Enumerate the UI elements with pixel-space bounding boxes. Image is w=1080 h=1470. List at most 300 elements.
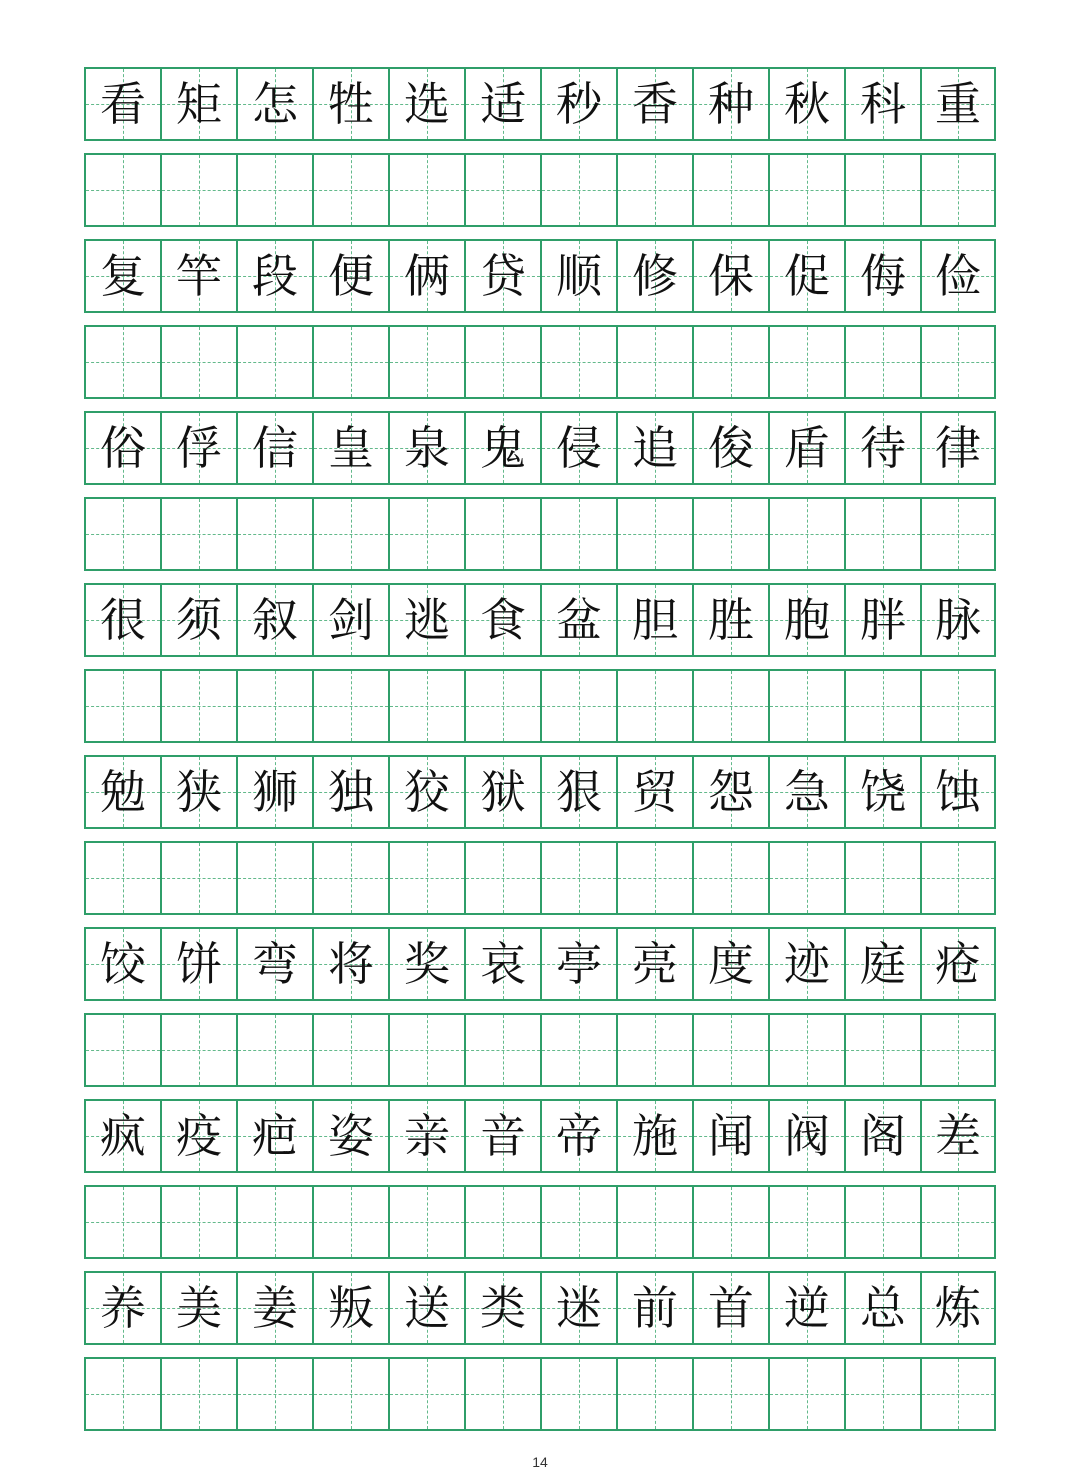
blank-grid-cell[interactable] <box>692 497 768 571</box>
blank-grid-cell[interactable] <box>84 1357 160 1431</box>
blank-grid-cell[interactable] <box>540 497 616 571</box>
grid-cell <box>312 755 388 829</box>
blank-grid-cell[interactable] <box>844 325 920 399</box>
model-character: 牲 <box>328 77 374 131</box>
model-character: 食 <box>480 593 526 647</box>
model-character: 侵 <box>556 421 602 475</box>
blank-grid-cell[interactable] <box>464 325 540 399</box>
blank-grid-cell[interactable] <box>692 841 768 915</box>
model-character: 阁 <box>860 1109 906 1163</box>
blank-grid-cell[interactable] <box>312 497 388 571</box>
grid-cell <box>616 239 692 313</box>
model-character: 脉 <box>935 593 981 647</box>
blank-grid-cell[interactable] <box>160 669 236 743</box>
grid-cell <box>312 1271 388 1345</box>
blank-practice-row <box>84 841 996 915</box>
grid-cell <box>920 1271 996 1345</box>
model-character: 饶 <box>860 765 906 819</box>
grid-cell <box>920 239 996 313</box>
grid-cell <box>388 67 464 141</box>
model-character: 蚀 <box>935 765 981 819</box>
grid-cell <box>236 239 312 313</box>
model-character: 饼 <box>176 937 222 991</box>
model-character: 疤 <box>252 1109 298 1163</box>
model-character: 闻 <box>708 1109 754 1163</box>
blank-grid-cell[interactable] <box>84 1013 160 1087</box>
blank-grid-cell[interactable] <box>920 325 996 399</box>
grid-cell <box>312 927 388 1001</box>
grid-cell <box>768 1271 844 1345</box>
model-character: 类 <box>480 1281 526 1335</box>
model-character: 怎 <box>252 77 298 131</box>
blank-grid-cell[interactable] <box>768 153 844 227</box>
blank-grid-cell[interactable] <box>312 325 388 399</box>
model-character: 哀 <box>480 937 526 991</box>
blank-grid-cell[interactable] <box>388 497 464 571</box>
model-character: 顺 <box>556 249 602 303</box>
model-character: 种 <box>708 77 754 131</box>
blank-grid-cell[interactable] <box>768 1013 844 1087</box>
blank-grid-cell[interactable] <box>236 1357 312 1431</box>
blank-grid-cell[interactable] <box>692 325 768 399</box>
blank-grid-cell[interactable] <box>920 153 996 227</box>
blank-grid-cell[interactable] <box>464 1013 540 1087</box>
blank-grid-cell[interactable] <box>920 1185 996 1259</box>
blank-practice-row <box>84 1357 996 1431</box>
grid-cell <box>844 1099 920 1173</box>
blank-grid-cell[interactable] <box>540 1357 616 1431</box>
grid-cell <box>920 583 996 657</box>
grid-cell <box>768 583 844 657</box>
grid-cell <box>920 411 996 485</box>
model-character: 胖 <box>860 593 906 647</box>
grid-cell <box>160 927 236 1001</box>
blank-grid-cell[interactable] <box>236 153 312 227</box>
model-character: 姿 <box>328 1109 374 1163</box>
model-character: 帝 <box>556 1109 602 1163</box>
blank-grid-cell[interactable] <box>768 1357 844 1431</box>
model-character: 迷 <box>556 1281 602 1335</box>
blank-grid-cell[interactable] <box>844 669 920 743</box>
grid-cell <box>464 411 540 485</box>
grid-cell <box>844 239 920 313</box>
blank-grid-cell[interactable] <box>844 1013 920 1087</box>
blank-grid-cell[interactable] <box>920 1357 996 1431</box>
model-character: 美 <box>176 1281 222 1335</box>
grid-cell <box>692 1271 768 1345</box>
grid-cell <box>768 755 844 829</box>
model-character: 秒 <box>556 77 602 131</box>
model-character: 养 <box>100 1281 146 1335</box>
model-character: 香 <box>632 77 678 131</box>
model-character: 亮 <box>632 937 678 991</box>
grid-cell <box>388 927 464 1001</box>
model-character: 律 <box>935 421 981 475</box>
grid-cell <box>692 1099 768 1173</box>
grid-cell <box>692 755 768 829</box>
blank-grid-cell[interactable] <box>616 669 692 743</box>
model-character: 俘 <box>176 421 222 475</box>
grid-cell <box>84 927 160 1001</box>
model-character: 须 <box>176 593 222 647</box>
grid-cell <box>388 239 464 313</box>
grid-cell <box>464 1099 540 1173</box>
character-row <box>84 583 996 657</box>
grid-cell <box>692 239 768 313</box>
model-character: 疮 <box>935 937 981 991</box>
grid-cell <box>616 67 692 141</box>
grid-cell <box>84 583 160 657</box>
blank-grid-cell[interactable] <box>616 497 692 571</box>
model-character: 皇 <box>328 421 374 475</box>
blank-grid-cell[interactable] <box>84 669 160 743</box>
model-character: 便 <box>328 249 374 303</box>
grid-cell <box>920 755 996 829</box>
grid-cell <box>768 411 844 485</box>
grid-cell <box>312 239 388 313</box>
model-character: 盆 <box>556 593 602 647</box>
model-character: 盾 <box>784 421 830 475</box>
model-character: 狭 <box>176 765 222 819</box>
grid-cell <box>160 239 236 313</box>
grid-cell <box>768 239 844 313</box>
blank-grid-cell[interactable] <box>388 669 464 743</box>
model-character: 炼 <box>935 1281 981 1335</box>
grid-cell <box>692 583 768 657</box>
blank-grid-cell[interactable] <box>920 1013 996 1087</box>
grid-cell <box>920 1099 996 1173</box>
character-row <box>84 1099 996 1173</box>
blank-grid-cell[interactable] <box>616 1013 692 1087</box>
blank-grid-cell[interactable] <box>464 669 540 743</box>
model-character: 施 <box>632 1109 678 1163</box>
grid-cell <box>236 411 312 485</box>
grid-cell <box>160 67 236 141</box>
blank-practice-row <box>84 497 996 571</box>
blank-grid-cell[interactable] <box>692 1185 768 1259</box>
model-character: 泉 <box>404 421 450 475</box>
grid-cell <box>84 239 160 313</box>
character-row <box>84 1271 996 1345</box>
grid-cell <box>464 755 540 829</box>
model-character: 急 <box>784 765 830 819</box>
grid-cell <box>236 1099 312 1173</box>
grid-cell <box>312 1099 388 1173</box>
blank-grid-cell[interactable] <box>692 1357 768 1431</box>
grid-cell <box>844 411 920 485</box>
grid-cell <box>540 755 616 829</box>
model-character: 俗 <box>100 421 146 475</box>
blank-grid-cell[interactable] <box>692 1013 768 1087</box>
grid-cell <box>844 755 920 829</box>
model-character: 前 <box>632 1281 678 1335</box>
model-character: 狮 <box>252 765 298 819</box>
model-character: 侮 <box>860 249 906 303</box>
blank-grid-cell[interactable] <box>540 1013 616 1087</box>
blank-grid-cell[interactable] <box>616 153 692 227</box>
model-character: 剑 <box>328 593 374 647</box>
blank-grid-cell[interactable] <box>540 1185 616 1259</box>
blank-grid-cell[interactable] <box>84 153 160 227</box>
blank-grid-cell[interactable] <box>160 153 236 227</box>
blank-grid-cell[interactable] <box>236 325 312 399</box>
grid-cell <box>616 1271 692 1345</box>
grid-cell <box>768 1099 844 1173</box>
blank-grid-cell[interactable] <box>844 841 920 915</box>
model-character: 矩 <box>176 77 222 131</box>
blank-grid-cell[interactable] <box>692 153 768 227</box>
blank-grid-cell[interactable] <box>236 1185 312 1259</box>
grid-cell <box>464 67 540 141</box>
blank-grid-cell[interactable] <box>920 669 996 743</box>
grid-cell <box>388 411 464 485</box>
character-row <box>84 755 996 829</box>
blank-grid-cell[interactable] <box>160 1185 236 1259</box>
model-character: 胜 <box>708 593 754 647</box>
blank-grid-cell[interactable] <box>160 841 236 915</box>
model-character: 秋 <box>784 77 830 131</box>
grid-cell <box>160 583 236 657</box>
grid-cell <box>160 1271 236 1345</box>
grid-cell <box>388 1271 464 1345</box>
grid-cell <box>312 411 388 485</box>
model-character: 亲 <box>404 1109 450 1163</box>
model-character: 逆 <box>784 1281 830 1335</box>
blank-grid-cell[interactable] <box>768 841 844 915</box>
blank-practice-row <box>84 153 996 227</box>
blank-grid-cell[interactable] <box>844 1357 920 1431</box>
grid-cell <box>692 927 768 1001</box>
blank-grid-cell[interactable] <box>312 1185 388 1259</box>
grid-cell <box>616 411 692 485</box>
model-character: 追 <box>632 421 678 475</box>
blank-grid-cell[interactable] <box>540 841 616 915</box>
model-character: 胞 <box>784 593 830 647</box>
model-character: 姜 <box>252 1281 298 1335</box>
character-row <box>84 927 996 1001</box>
blank-practice-row <box>84 669 996 743</box>
model-character: 复 <box>100 249 146 303</box>
blank-grid-cell[interactable] <box>616 1185 692 1259</box>
model-character: 狠 <box>556 765 602 819</box>
model-character: 狡 <box>404 765 450 819</box>
blank-grid-cell[interactable] <box>312 1357 388 1431</box>
blank-grid-cell[interactable] <box>312 841 388 915</box>
model-character: 差 <box>935 1109 981 1163</box>
model-character: 叙 <box>252 593 298 647</box>
grid-cell <box>616 927 692 1001</box>
model-character: 看 <box>100 77 146 131</box>
blank-grid-cell[interactable] <box>84 1185 160 1259</box>
model-character: 鬼 <box>480 421 526 475</box>
blank-grid-cell[interactable] <box>160 1357 236 1431</box>
blank-grid-cell[interactable] <box>464 1357 540 1431</box>
blank-grid-cell[interactable] <box>388 153 464 227</box>
blank-grid-cell[interactable] <box>388 1185 464 1259</box>
model-character: 重 <box>935 77 981 131</box>
blank-grid-cell[interactable] <box>160 1013 236 1087</box>
model-character: 疫 <box>176 1109 222 1163</box>
grid-cell <box>84 1271 160 1345</box>
blank-grid-cell[interactable] <box>768 1185 844 1259</box>
blank-grid-cell[interactable] <box>768 325 844 399</box>
grid-cell <box>616 1099 692 1173</box>
model-character: 音 <box>480 1109 526 1163</box>
grid-cell <box>920 67 996 141</box>
grid-cell <box>312 583 388 657</box>
blank-grid-cell[interactable] <box>84 841 160 915</box>
grid-cell <box>236 927 312 1001</box>
model-character: 促 <box>784 249 830 303</box>
model-character: 庭 <box>860 937 906 991</box>
grid-cell <box>540 583 616 657</box>
blank-grid-cell[interactable] <box>84 497 160 571</box>
grid-cell <box>84 67 160 141</box>
grid-cell <box>540 1099 616 1173</box>
blank-grid-cell[interactable] <box>160 325 236 399</box>
blank-practice-row <box>84 325 996 399</box>
blank-grid-cell[interactable] <box>464 1185 540 1259</box>
grid-cell <box>464 239 540 313</box>
blank-grid-cell[interactable] <box>540 325 616 399</box>
grid-cell <box>160 411 236 485</box>
page-number: 14 <box>532 1454 548 1470</box>
grid-cell <box>312 67 388 141</box>
grid-cell <box>388 755 464 829</box>
blank-grid-cell[interactable] <box>616 1357 692 1431</box>
model-character: 总 <box>860 1281 906 1335</box>
blank-grid-cell[interactable] <box>160 497 236 571</box>
grid-cell <box>464 1271 540 1345</box>
grid-cell <box>236 1271 312 1345</box>
grid-cell <box>768 927 844 1001</box>
blank-grid-cell[interactable] <box>920 497 996 571</box>
blank-grid-cell[interactable] <box>464 497 540 571</box>
model-character: 很 <box>100 593 146 647</box>
model-character: 贸 <box>632 765 678 819</box>
model-character: 将 <box>328 937 374 991</box>
blank-grid-cell[interactable] <box>692 669 768 743</box>
blank-grid-cell[interactable] <box>388 1013 464 1087</box>
model-character: 首 <box>708 1281 754 1335</box>
character-row <box>84 239 996 313</box>
grid-cell <box>236 583 312 657</box>
grid-cell <box>768 67 844 141</box>
blank-grid-cell[interactable] <box>84 325 160 399</box>
model-character: 适 <box>480 77 526 131</box>
blank-grid-cell[interactable] <box>236 1013 312 1087</box>
grid-cell <box>540 411 616 485</box>
blank-grid-cell[interactable] <box>464 841 540 915</box>
model-character: 送 <box>404 1281 450 1335</box>
grid-cell <box>84 411 160 485</box>
blank-grid-cell[interactable] <box>768 497 844 571</box>
blank-grid-cell[interactable] <box>616 841 692 915</box>
blank-grid-cell[interactable] <box>236 841 312 915</box>
blank-grid-cell[interactable] <box>236 669 312 743</box>
grid-cell <box>844 67 920 141</box>
grid-cell <box>160 755 236 829</box>
grid-cell <box>160 1099 236 1173</box>
character-row <box>84 411 996 485</box>
model-character: 弯 <box>252 937 298 991</box>
grid-cell <box>844 583 920 657</box>
model-character: 选 <box>404 77 450 131</box>
grid-cell <box>920 927 996 1001</box>
grid-cell <box>844 927 920 1001</box>
model-character: 阀 <box>784 1109 830 1163</box>
blank-grid-cell[interactable] <box>464 153 540 227</box>
grid-cell <box>84 1099 160 1173</box>
model-character: 贷 <box>480 249 526 303</box>
grid-cell <box>540 927 616 1001</box>
model-character: 奖 <box>404 937 450 991</box>
blank-grid-cell[interactable] <box>768 669 844 743</box>
model-character: 饺 <box>100 937 146 991</box>
model-character: 叛 <box>328 1281 374 1335</box>
blank-grid-cell[interactable] <box>844 497 920 571</box>
grid-cell <box>540 239 616 313</box>
model-character: 逃 <box>404 593 450 647</box>
blank-grid-cell[interactable] <box>312 1013 388 1087</box>
blank-grid-cell[interactable] <box>540 669 616 743</box>
model-character: 胆 <box>632 593 678 647</box>
blank-practice-row <box>84 1185 996 1259</box>
grid-cell <box>236 67 312 141</box>
blank-grid-cell[interactable] <box>312 153 388 227</box>
grid-cell <box>844 1271 920 1345</box>
blank-grid-cell[interactable] <box>844 153 920 227</box>
model-character: 独 <box>328 765 374 819</box>
grid-cell <box>692 67 768 141</box>
blank-grid-cell[interactable] <box>236 497 312 571</box>
grid-cell <box>388 1099 464 1173</box>
blank-grid-cell[interactable] <box>844 1185 920 1259</box>
model-character: 亭 <box>556 937 602 991</box>
model-character: 勉 <box>100 765 146 819</box>
model-character: 段 <box>252 249 298 303</box>
model-character: 修 <box>632 249 678 303</box>
grid-cell <box>616 583 692 657</box>
blank-grid-cell[interactable] <box>312 669 388 743</box>
model-character: 待 <box>860 421 906 475</box>
model-character: 保 <box>708 249 754 303</box>
blank-grid-cell[interactable] <box>388 1357 464 1431</box>
model-character: 疯 <box>100 1109 146 1163</box>
blank-grid-cell[interactable] <box>540 153 616 227</box>
blank-grid-cell[interactable] <box>388 325 464 399</box>
blank-practice-row <box>84 1013 996 1087</box>
grid-cell <box>540 67 616 141</box>
model-character: 信 <box>252 421 298 475</box>
grid-cell <box>84 755 160 829</box>
model-character: 怨 <box>708 765 754 819</box>
model-character: 科 <box>860 77 906 131</box>
model-character: 俭 <box>935 249 981 303</box>
blank-grid-cell[interactable] <box>616 325 692 399</box>
character-row <box>84 67 996 141</box>
grid-cell <box>464 927 540 1001</box>
model-character: 狱 <box>480 765 526 819</box>
blank-grid-cell[interactable] <box>920 841 996 915</box>
grid-cell <box>236 755 312 829</box>
blank-grid-cell[interactable] <box>388 841 464 915</box>
grid-cell <box>388 583 464 657</box>
model-character: 俩 <box>404 249 450 303</box>
model-character: 迹 <box>784 937 830 991</box>
grid-cell <box>464 583 540 657</box>
model-character: 度 <box>708 937 754 991</box>
